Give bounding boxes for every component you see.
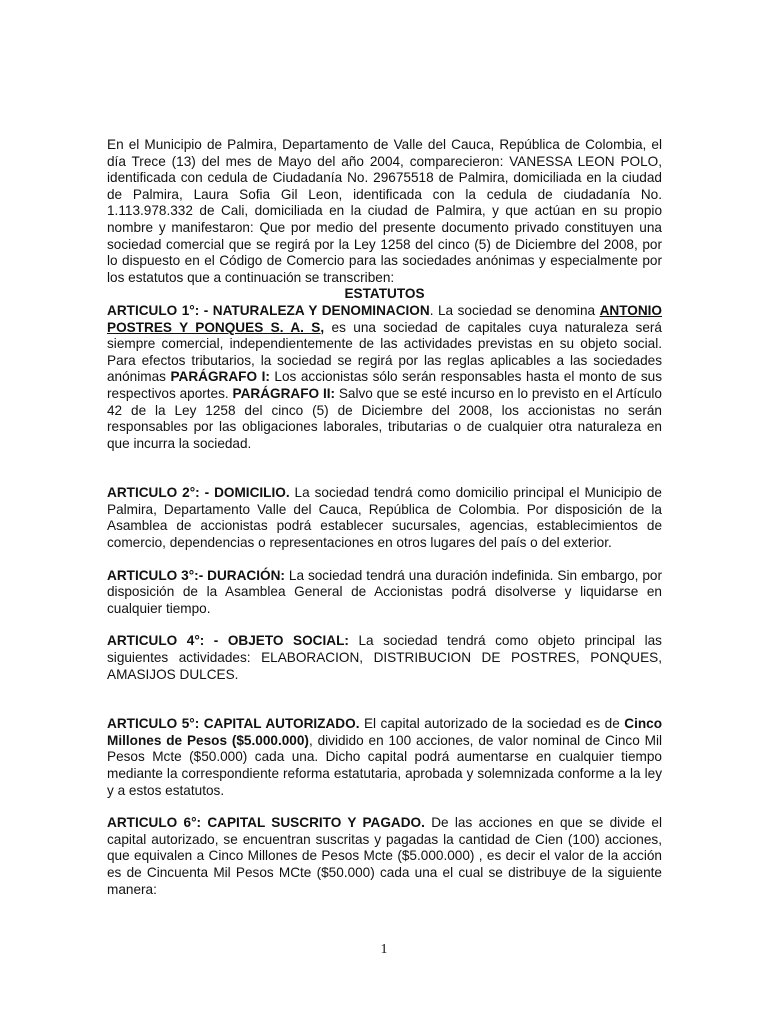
article-2-heading: ARTICULO 2°: - DOMICILIO. — [107, 485, 290, 501]
document-body — [107, 137, 662, 898]
company-name: ANTONIO POSTRES Y PONQUES S. A. S, — [107, 302, 662, 335]
intro-paragraph: En el Municipio de Palmira, Departamento de Valle del Cauca, República de Colombia, el día Trece (13) del mes de Mayo del año 2004, comparecieron: VANESSA LEON POLO, identificada con cedula de Ciudadanía No. 29675518 de Palmira, domiciliada en la ciudad de Palmira, Laura Sofia Gil Leon, identificada con la cedula de ciudadanía No. 1.113.978.332 de Cali, domiciliada en la ciudad de Palmira, y que actúan en su propio nombre y manifestaron: Que por medio del presente documento privado constituyen una sociedad comercial que se regirá por la Ley 1258 del cinco (5) de Diciembre del 2008, por lo dispuesto en el Código de Comercio para las sociedades anónimas y especialmente por los estatutos que a continuación se transcriben: — [107, 137, 662, 285]
paragrafo-1-label: PARÁGRAFO I: — [170, 369, 270, 385]
article-4 — [107, 633, 662, 683]
article-2-text: La sociedad tendrá como domicilio principal el Municipio de Palmira, Departamento Valle del Cauca, República de Colombia. Por disposición de la Asamblea de accionistas podrá establecer sucursales, agencias, establecimientos de comercio, dependencias o representaciones en otros lugares del país o del exterior. — [107, 485, 662, 551]
article-1-text-d: Salvo que se esté incurso en lo previsto en el Artículo 42 de la Ley 1258 del cinco (5) de Diciembre del 2008, los accionistas no serán responsables por las obligaciones laborales, tributarias o de cualquier otra naturaleza en que incurra la sociedad. — [107, 385, 662, 451]
article-3 — [107, 568, 662, 618]
article-3-text: La sociedad tendrá una duración indefinida. Sin embargo, por disposición de la Asamblea General de Accionistas podrá disolverse y liquidarse en cualquier tiempo. — [107, 567, 663, 616]
article-4-text: La sociedad tendrá como objeto principal las siguientes actividades: ELABORACION, DISTRIBUCION DE POSTRES, PONQUES, AMASIJOS DULCES. — [107, 633, 662, 682]
article-1-heading: ARTICULO 1°: - NATURALEZA Y DENOMINACION — [107, 302, 430, 318]
article-6-heading: ARTICULO 6°: CAPITAL SUSCRITO Y PAGADO. — [107, 815, 425, 831]
article-6 — [107, 815, 662, 898]
article-4-heading: ARTICULO 4°: - OBJETO SOCIAL: — [107, 633, 349, 649]
article-5 — [107, 716, 662, 799]
article-1-text-c: Los accionistas sólo serán responsables hasta el monto de sus respectivos aportes. — [107, 369, 662, 401]
paragrafo-2-label: PARÁGRAFO II: — [232, 385, 336, 401]
article-1 — [107, 303, 662, 452]
article-1-text-a: . La sociedad se denomina — [429, 302, 600, 318]
article-2 — [107, 485, 662, 551]
spacer — [107, 683, 662, 716]
page-number: 1 — [380, 942, 388, 957]
article-5-text-b: , dividido en 100 acciones, de valor nominal de Cinco Mil Pesos Mcte ($50.000) cada una. Dicho capital podrá aumentarse en cualquier tiempo mediante la correspondiente reforma estatutaria, aprobada y solemnizada conforme a la ley y a estos estatutos. — [107, 732, 662, 798]
section-title: ESTATUTOS — [344, 286, 425, 302]
article-3-heading: ARTICULO 3°:- DURACIÓN: — [107, 567, 285, 583]
spacer — [107, 617, 662, 633]
article-5-heading: ARTICULO 5°: CAPITAL AUTORIZADO. — [107, 716, 360, 732]
article-5-text-a: El capital autorizado de la sociedad es de — [359, 716, 625, 732]
article-6-text: De las acciones en que se divide el capital autorizado, se encuentran suscritas y pagadas la cantidad de Cien (100) acciones, que equivalen a Cinco Millones de Pesos Mcte ($5.000.000) , es decir el valor de la acción es de Cincuenta Mil Pesos MCte ($50.000) cada una el cual se distribuye de la siguiente manera: — [107, 815, 662, 897]
article-1-text-b: es una sociedad de capitales cuya naturaleza será siempre comercial, independientemente de las actividades previstas en su objeto social. Para efectos tributarios, la sociedad se regirá por las reglas aplicables a las sociedades anónimas — [107, 319, 662, 385]
spacer — [107, 552, 662, 568]
spacer — [107, 452, 662, 485]
spacer — [107, 799, 662, 815]
capital-amount: Cinco Millones de Pesos ($5.000.000) — [107, 716, 663, 748]
